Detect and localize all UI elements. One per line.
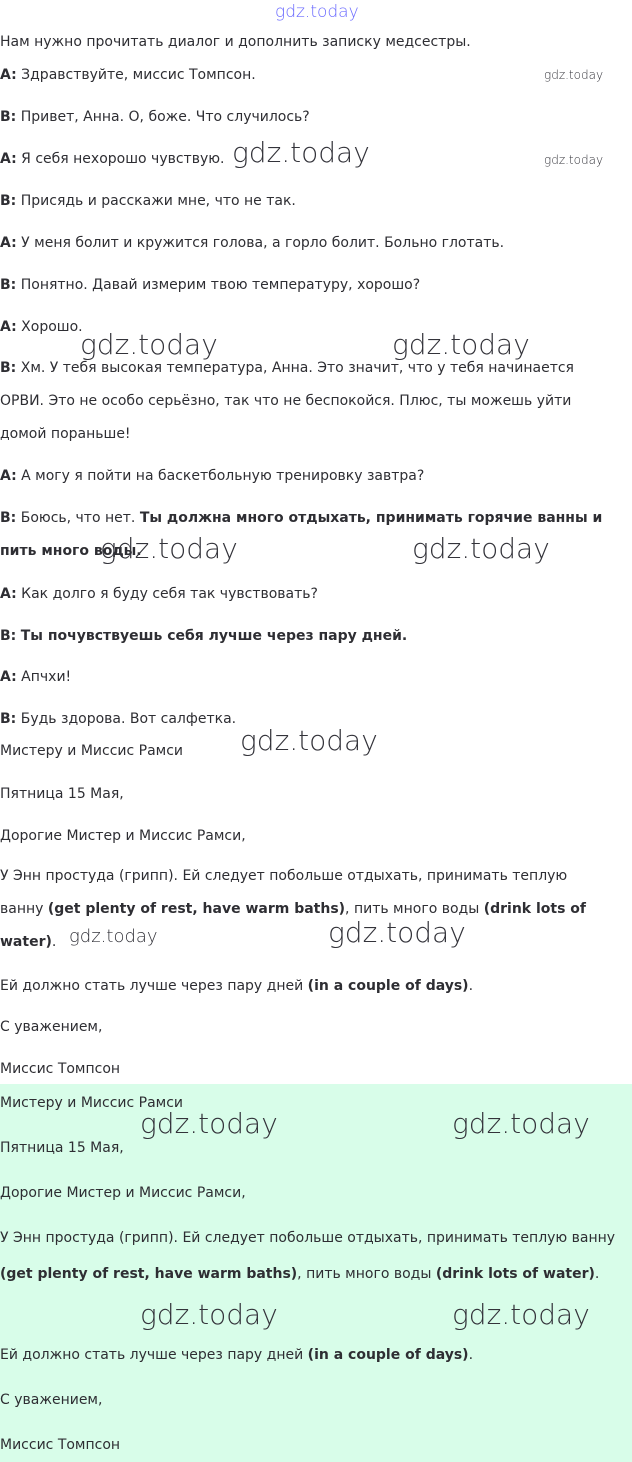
note-date: Пятница 15 Мая, [0, 786, 124, 802]
watermark-header: gdz.today [275, 2, 359, 22]
watermark: gdz.today [452, 1298, 590, 1331]
speaker-label: A: [0, 67, 17, 83]
speaker-label: B: [0, 628, 17, 644]
speaker-label: A: [0, 319, 17, 335]
watermark: gdz.today [140, 1107, 278, 1140]
speaker-label: B: [0, 360, 17, 376]
dialog-line [0, 667, 71, 687]
dialog-line [0, 275, 420, 295]
answer-date: Пятница 15 Мая, [0, 1140, 124, 1156]
watermark: gdz.today [140, 1298, 278, 1331]
speaker-label: A: [0, 586, 17, 602]
dialog-text: Присядь и расскажи мне, что не так. [20, 193, 296, 209]
note-recipient: Мистеру и Миссис Рамси [0, 743, 184, 759]
dialog-text: Понятно. Давай измерим твою температуру, хорошо? [20, 277, 421, 293]
note-text: У Энн простуда (грипп). Ей следует побольше отдыхать, принимать теплую ванну [0, 868, 568, 917]
speaker-label: B: [0, 109, 17, 125]
watermark: gdz.today [80, 328, 218, 361]
dialog-text: Здравствуйте, миссис Томпсон. [21, 67, 256, 83]
dialog-text: Боюсь, что нет. [20, 510, 136, 526]
speaker-label: B: [0, 277, 17, 293]
note-closing: С уважением, [0, 1019, 103, 1035]
answer-signature: Миссис Томпсон [0, 1437, 121, 1453]
dialog-line [0, 352, 600, 451]
speaker-label: A: [0, 468, 17, 484]
answer-greeting: Дорогие Мистер и Миссис Рамси, [0, 1185, 246, 1201]
dialog-text: Хорошо. [21, 319, 83, 335]
answer-closing: С уважением, [0, 1392, 103, 1408]
note-text: . [468, 1347, 474, 1363]
note-text: У Энн простуда (грипп). Ей следует побольше отдыхать, принимать теплую ванну [0, 1230, 616, 1246]
answer-paragraph [0, 1345, 473, 1365]
dialog-line [0, 191, 296, 211]
dialog-bold-text: Ты должна много отдыхать, принимать горячие ванны и пить много воды. [0, 510, 603, 559]
watermark: gdz.today [412, 532, 550, 565]
note-greeting: Дорогие Мистер и Миссис Рамси, [0, 828, 246, 844]
answer-paragraph [0, 1220, 630, 1292]
note-bold-text: (in a couple of days) [307, 1347, 469, 1363]
note-text: . [51, 934, 57, 950]
note-text: , пить много воды [297, 1266, 432, 1282]
note-bold-text: (in a couple of days) [307, 978, 469, 994]
dialog-bold-text: Ты почувствуешь себя лучше через пару дней. [20, 628, 408, 644]
watermark: gdz.today [328, 916, 466, 949]
speaker-label: A: [0, 235, 17, 251]
note-bold-text: (get plenty of rest, have warm baths) [47, 901, 346, 917]
speaker-label: B: [0, 193, 17, 209]
dialog-text: Будь здорова. Вот салфетка. [20, 711, 237, 727]
dialog-text: Я себя нехорошо чувствую. [21, 151, 225, 167]
dialog-line [0, 317, 83, 337]
speaker-label: B: [0, 711, 17, 727]
watermark: gdz.today [392, 328, 530, 361]
dialog-text: Как долго я буду себя так чувствовать? [21, 586, 318, 602]
watermark: gdz.today [544, 68, 604, 82]
note-bold-text: (drink lots of water) [0, 901, 587, 950]
note-bold-text: (drink lots of water) [435, 1266, 595, 1282]
dialog-text: У меня болит и кружится голова, а горло болит. Больно глотать. [21, 235, 505, 251]
note-text: . [468, 978, 474, 994]
note-text: , пить много воды [345, 901, 480, 917]
dialog-text: Привет, Анна. О, боже. Что случилось? [20, 109, 310, 125]
answer-recipient: Мистеру и Миссис Рамси [0, 1095, 184, 1111]
watermark: gdz.today [544, 153, 604, 167]
dialog-line [0, 149, 224, 169]
note-text: Ей должно стать лучше через пару дней [0, 978, 304, 994]
note-text: . [594, 1266, 600, 1282]
watermark: gdz.today [232, 136, 370, 169]
dialog-line [0, 584, 318, 604]
watermark: gdz.today [69, 926, 158, 947]
note-paragraph [0, 976, 473, 996]
note-text: Ей должно стать лучше через пару дней [0, 1347, 304, 1363]
dialog-text: Хм. У тебя высокая температура, Анна. Это значит, что у тебя начинается ОРВИ. Это не особо серьёзно, так что не беспокойся. Плюс, ты можешь уйти домой пораньше! [0, 360, 574, 442]
dialog-line [0, 709, 236, 729]
watermark: gdz.today [100, 532, 238, 565]
speaker-label: B: [0, 510, 17, 526]
speaker-label: A: [0, 151, 17, 167]
dialog-text: А могу я пойти на баскетбольную тренировку завтра? [21, 468, 425, 484]
speaker-label: A: [0, 669, 17, 685]
note-signature: Миссис Томпсон [0, 1061, 121, 1077]
dialog-line [0, 65, 256, 85]
watermark: gdz.today [240, 724, 378, 757]
dialog-line [0, 466, 424, 486]
dialog-line [0, 107, 310, 127]
watermark: gdz.today [452, 1107, 590, 1140]
dialog-line [0, 626, 407, 646]
note-bold-text: (get plenty of rest, have warm baths) [0, 1266, 298, 1282]
intro-text: Нам нужно прочитать диалог и дополнить записку медсестры. [0, 34, 471, 50]
dialog-text: Апчхи! [21, 669, 72, 685]
dialog-line [0, 233, 504, 253]
